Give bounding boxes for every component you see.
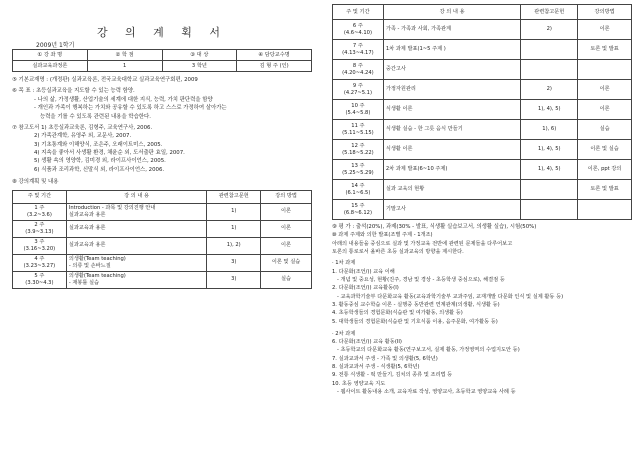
lecture-content: 실과교육과 용론 — [66, 220, 207, 237]
list-item: 7. 실과교과서 주생 - 가족 및 의생활(5, 6학년) — [332, 355, 438, 362]
list-item: 8. 실과교과서 주생 - 식생활(5, 6학년) — [332, 364, 420, 371]
lecture-content: 1차 과제 발표(1~5 주제 ) — [383, 40, 521, 60]
reference-cell — [521, 40, 578, 60]
week-period: (5.4~5.8) — [345, 109, 371, 116]
method-cell: 이론 및 실습 — [261, 254, 312, 271]
week-label: 3 주 — [34, 239, 45, 245]
table-row — [333, 180, 632, 200]
week-period: (3.23~3.27) — [23, 262, 56, 269]
table-row — [333, 40, 632, 60]
reference-item: 1) 초등실과교육론, 김형주, 교육연구사, 2006. — [41, 124, 153, 131]
week-period: (5.18~5.22) — [342, 149, 374, 156]
table-row — [333, 120, 632, 140]
method-cell: 이론 — [261, 220, 312, 237]
week-label: 5 주 — [34, 273, 45, 279]
goal-line: - 개인과 가족이 행복하는 가치와 공유할 수 있도록 하고 스스로 가정하여 살아가는 — [34, 105, 227, 112]
goal-main: 초등실과교육을 지도할 수 있는 능력 함양. — [35, 88, 135, 95]
goals-section — [12, 87, 312, 121]
schedule-header-content: 강 의 내 용 — [66, 190, 207, 203]
list-item: 1. 다문화(조언/)) 교육 이해 — [332, 268, 395, 275]
reference-cell — [521, 200, 578, 220]
lecture-content: 식생활 실습 - 한 그릇 음식 만들기 — [383, 120, 521, 140]
week-period: (3.2~3.6) — [26, 211, 52, 218]
lecture-content: 의생활(Team teaching) - 재봉틀 실습 — [66, 271, 207, 288]
reference-cell: 1) — [207, 203, 261, 220]
week-label: 8 주 — [352, 63, 363, 69]
schedule-header-ref: 관련참고문헌 — [521, 5, 578, 20]
table-row — [333, 100, 632, 120]
course-info-table — [12, 49, 312, 72]
lecture-content: 기말고사 — [383, 200, 521, 220]
method-cell: 이론 — [261, 203, 312, 220]
schedule-table — [12, 190, 312, 289]
reference-cell: 1), 6) — [521, 120, 578, 140]
week-cell — [333, 160, 384, 180]
round1-list — [332, 268, 632, 326]
table-row — [333, 20, 632, 40]
info-value-row — [13, 61, 312, 72]
list-item: 2. 다문화(조언/)) 교육활동(I) — [332, 285, 399, 292]
week-cell — [333, 140, 384, 160]
week-label: 2 주 — [34, 222, 45, 228]
table-row — [333, 160, 632, 180]
method-cell: 이론 — [578, 80, 632, 100]
info-course-name: 실과교육과정론 — [13, 61, 88, 72]
week-cell — [13, 237, 67, 254]
schedule-header-row — [333, 5, 632, 20]
week-cell — [13, 203, 67, 220]
info-header-professor: ④ 담당교수명 — [237, 50, 312, 61]
week-period: (4.27~5.1) — [343, 89, 373, 96]
table-row — [13, 220, 312, 237]
week-label: 11 주 — [351, 123, 365, 129]
info-header-row — [13, 50, 312, 61]
week-label: 15 주 — [351, 203, 365, 209]
assignment-desc: 토론의 통로로서 올바른 초등 실과교육의 방향을 제시한다. — [332, 249, 464, 255]
table-row — [13, 203, 312, 220]
table-row — [13, 237, 312, 254]
goals-label: ⑥ 목 표 : — [12, 88, 35, 95]
week-cell — [333, 100, 384, 120]
round1-label: · 1차 과제 — [332, 260, 356, 267]
table-row — [13, 271, 312, 288]
assignment-title: ⑩ 과제 주제와 의한 발표(조별 주제 - 1개조) — [332, 232, 433, 239]
lecture-content: 식생활 이론 — [383, 100, 521, 120]
info-header-target: ③ 대 상 — [162, 50, 237, 61]
reference-cell: 1), 4), 5) — [521, 100, 578, 120]
method-cell: 이론, ppt 강의 — [578, 160, 632, 180]
list-item: 9. 전통 식생활 - 떡 만들기, 김치의 종류 및 조리법 등 — [332, 372, 453, 379]
schedule-table-continued — [332, 4, 632, 220]
week-period: (3.9~3.13) — [25, 228, 54, 235]
references-section — [12, 124, 312, 174]
method-cell — [578, 200, 632, 220]
reference-item: 3) 기초통계와 이해양식, 조은주, 오래이트미스, 2005. — [34, 141, 163, 148]
reference-cell: 1), 2) — [207, 237, 261, 254]
week-label: 14 주 — [351, 183, 365, 189]
semester: 2009년 1학기 — [36, 42, 75, 49]
reference-cell: 1), 4), 5) — [521, 160, 578, 180]
list-item: 4. 초등학생들의 경험문화(식습관 및 여가활동, 의생활 등) — [332, 310, 463, 317]
round2-label: · 2차 과제 — [332, 330, 356, 337]
round2-list — [332, 338, 632, 396]
week-period: (3.16~3.20) — [23, 245, 56, 252]
method-cell: 실습 — [261, 271, 312, 288]
week-label: 1 주 — [34, 205, 45, 211]
lecture-content: 2차 과제 발표(6~10 주제) — [383, 160, 521, 180]
schedule-header-method: 강의 방법 — [261, 190, 312, 203]
schedule-header-week: 주 및 기간 — [13, 190, 67, 203]
reference-item: 2) 가족관계학, 유영주 외, 교문사, 2007. — [34, 133, 132, 140]
week-cell — [13, 271, 67, 288]
schedule-header-ref: 관련참고문헌 — [207, 190, 261, 203]
list-item: 5. 대학생들의 경험문화(식습관 및 기호식품 이용, 음주문화, 여가활동 등) — [332, 318, 498, 325]
method-cell: 토론 및 발표 — [578, 40, 632, 60]
lecture-content: 가정자원관리 — [383, 80, 521, 100]
week-cell — [333, 40, 384, 60]
method-cell: 이론 — [578, 100, 632, 120]
week-cell — [333, 20, 384, 40]
table-row — [333, 80, 632, 100]
reference-cell — [521, 60, 578, 80]
textbook: ⑤ 기본교재명 : (개정판) 실과교육론, 전국교육대학교 실과교육연구회편, 2009 — [12, 77, 198, 83]
lecture-content: 중간고사 — [383, 60, 521, 80]
evaluation: ⑨ 평 가 : 출석(20%), 과제(30% - 발표, 식생활 실습보고서, 의생활 실습), 시험(50%) — [332, 224, 537, 230]
method-cell: 실습 — [578, 120, 632, 140]
week-period: (5.11~5.15) — [342, 129, 374, 136]
goal-line: 능력을 기를 수 있도록 관련된 내용을 학습한다. — [40, 113, 151, 120]
info-header-credit: ② 학 점 — [87, 50, 162, 61]
doc-title: 강 의 계 획 서 — [96, 26, 228, 39]
info-header-course: ① 강 좌 명 — [13, 50, 88, 61]
lecture-content: 실과 교육의 현황 — [383, 180, 521, 200]
table-row — [333, 200, 632, 220]
week-period: (6.8~6.12) — [343, 209, 373, 216]
week-label: 13 주 — [351, 163, 365, 169]
schedule-header-week: 주 및 기간 — [333, 5, 384, 20]
schedule-header-row — [13, 190, 312, 203]
list-item: - 초등학교의 다문화교육 활동(연구보고서, 실제 활동, 가정영역의 수업지도안 등) — [332, 347, 520, 354]
week-period: (4.6~4.10) — [343, 29, 373, 36]
reference-cell: 2) — [521, 80, 578, 100]
assignment-desc: 아래의 내용들을 중심으로 실과 및 가정교육 전반에 관련된 문제들을 다루어보고 — [332, 240, 513, 247]
reference-cell: 1), 4), 5) — [521, 140, 578, 160]
reference-cell: 2) — [521, 20, 578, 40]
lecture-content: 의생활(Team teaching) - 의류 및 손바느질 — [66, 254, 207, 271]
reference-cell: 1) — [207, 220, 261, 237]
week-label: 6 주 — [352, 23, 363, 29]
week-label: 4 주 — [34, 256, 45, 262]
list-item: 3. 활동중심 교수학습 이론 - 실행중 동반관련 연계관계(의생활, 식생활 등) — [332, 301, 500, 308]
week-cell — [333, 80, 384, 100]
list-item: - 개념 및 중요성, 현황(진주, 경남 및 경상 - 초등학생 중심으로), 해결점 등 — [332, 276, 505, 283]
method-cell: 이론 — [578, 20, 632, 40]
info-professor: 김 형 주 (인) — [237, 61, 312, 72]
table-row — [13, 254, 312, 271]
week-label: 12 주 — [351, 143, 365, 149]
method-cell: 이론 및 실습 — [578, 140, 632, 160]
info-credit: 1 — [87, 61, 162, 72]
reference-cell: 3) — [207, 254, 261, 271]
references-label: ⑦ 참고도서 — [12, 124, 40, 131]
week-period: (4.20~4.24) — [342, 69, 374, 76]
week-period: (6.1~6.5) — [345, 189, 371, 196]
table-row — [333, 60, 632, 80]
week-period: (3.30~4.3) — [25, 279, 54, 286]
reference-cell — [521, 180, 578, 200]
lecture-content: 식생활 이론 — [383, 140, 521, 160]
goal-line: - 나의 삶, 가정생활, 산업기술의 세계에 대한 지식, 능력, 가치 판단력을 함양 — [34, 96, 213, 103]
info-target: 3 학년 — [162, 61, 237, 72]
method-cell: 토론 및 발표 — [578, 180, 632, 200]
week-cell — [13, 220, 67, 237]
schedule-label: ⑧ 강의계획 및 내용 — [12, 179, 59, 186]
schedule-header-content: 강 의 내 용 — [383, 5, 521, 20]
week-label: 9 주 — [352, 83, 363, 89]
right-page — [332, 4, 632, 447]
week-cell — [333, 200, 384, 220]
lecture-content: 가족 - 가족과 사회, 가족관계 — [383, 20, 521, 40]
list-item: 10. 초등 영양교육 지도 — [332, 380, 386, 387]
week-label: 7 주 — [352, 43, 363, 49]
week-cell — [333, 180, 384, 200]
table-row — [333, 140, 632, 160]
list-item: - 교육과학기술부 다문화교육 활동(교육과학기술부 교과주임, 교재개발 다문화 인식 및 실제 활동 등) — [332, 293, 564, 300]
week-cell — [333, 60, 384, 80]
reference-cell: 3) — [207, 271, 261, 288]
list-item: - 웹사이트 활동내용 소개, 교육자료 작성, 영양교사, 초등학교 영양교육 사례 등 — [332, 389, 516, 395]
week-label: 10 주 — [351, 103, 365, 109]
lecture-content: Introduction - 과목 및 강의진행 안내 실과교육과 용론 — [66, 203, 207, 220]
schedule-header-method: 강의방법 — [578, 5, 632, 20]
reference-item: 6) 식품과 조리과학, 신말식 외, 라이프사이언스, 2006. — [34, 166, 165, 173]
method-cell — [578, 60, 632, 80]
week-cell — [333, 120, 384, 140]
week-period: (5.25~5.29) — [342, 169, 374, 176]
week-period: (4.13~4.17) — [342, 49, 374, 56]
left-page — [12, 4, 312, 447]
method-cell: 이론 — [261, 237, 312, 254]
week-cell — [13, 254, 67, 271]
reference-item: 5) 생활 속의 영양학, 김미경 외, 라이프사이언스, 2005. — [34, 158, 166, 165]
list-item: 6. 다문화(조언/)) 교육 활동(II) — [332, 339, 402, 346]
lecture-content: 실과교육과 용론 — [66, 237, 207, 254]
reference-item: 4) 지속을 좋아서 사생활 환경, 채윤순 외, 도서출판 효일, 2007. — [34, 150, 185, 156]
